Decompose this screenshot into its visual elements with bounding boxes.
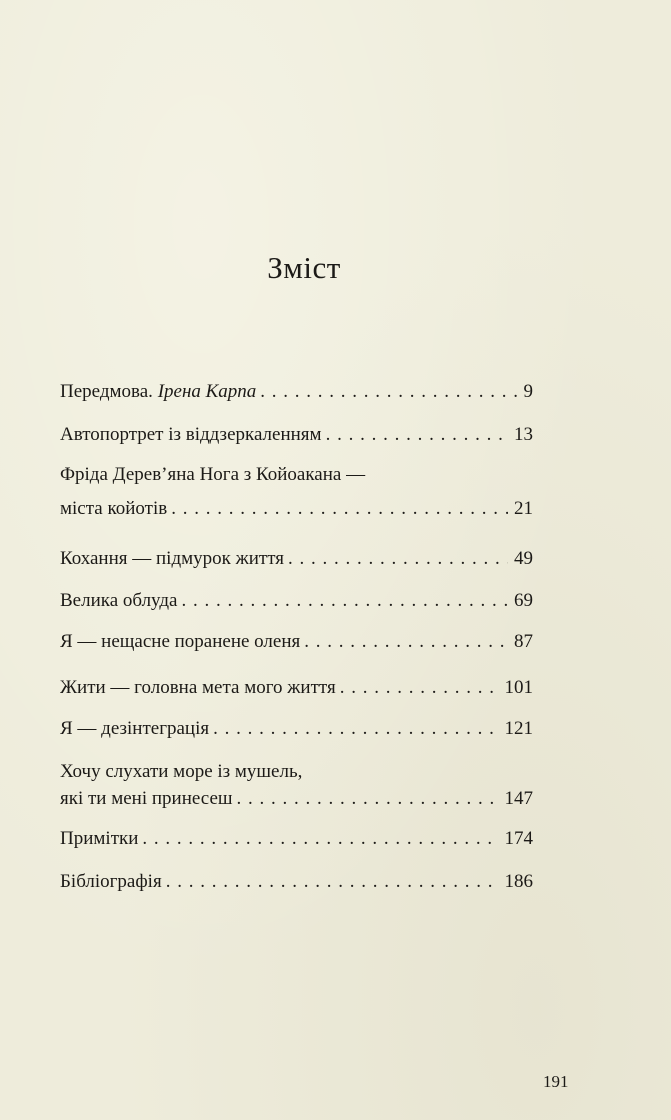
toc-entry [60, 463, 533, 521]
toc-entry-title-line1: Фріда Дерев’яна Нога з Койоакана — [60, 464, 366, 485]
toc-entry [60, 547, 533, 571]
toc-entry-page: 87 [514, 631, 533, 652]
dot-leader [340, 676, 499, 700]
toc-entry-page: 174 [504, 828, 533, 849]
page-title: Зміст [267, 250, 341, 285]
toc-entry [60, 870, 533, 894]
toc-entry-author: Ірена Карпа [157, 381, 257, 402]
toc-entry-title: які ти мені принесеш [60, 788, 233, 809]
dot-leader [181, 589, 508, 613]
dot-leader [288, 547, 508, 571]
toc-entry [60, 589, 533, 613]
dot-leader [326, 423, 508, 447]
toc-entry-title: Бібліографія [60, 871, 162, 892]
toc-entry [60, 717, 533, 741]
toc-entry-page: 9 [523, 381, 533, 402]
dot-leader [142, 827, 498, 851]
dot-leader [171, 497, 508, 521]
toc-entry-page: 13 [514, 424, 533, 445]
toc-entry-page: 186 [504, 871, 533, 892]
toc-entry-title: Жити — головна мета мого життя [60, 677, 336, 698]
toc-entry-title-line1: Хочу слухати море із мушель, [60, 761, 303, 782]
toc-entry [60, 380, 533, 404]
toc-entry [60, 827, 533, 851]
toc-entry-title: Кохання — підмурок життя [60, 548, 285, 569]
toc-entry-page: 101 [504, 677, 533, 698]
toc-entry-page: 147 [504, 788, 533, 809]
page-number: 191 [543, 1072, 569, 1091]
toc-entry-title: Примітки [60, 828, 139, 849]
toc-entry-page: 21 [514, 498, 533, 519]
toc-entry-title: Автопортрет із віддзеркаленням [60, 424, 322, 445]
toc-entry-title: міста койотів [60, 498, 168, 519]
toc-entry-title: Велика облуда [60, 590, 178, 611]
dot-leader [260, 380, 517, 404]
toc-entry-page: 69 [514, 590, 533, 611]
toc-entry-title: Я — дезінтеграція [60, 718, 210, 739]
dot-leader [237, 787, 499, 811]
toc-entry [60, 760, 533, 811]
dot-leader [304, 630, 508, 654]
toc-entry-page: 121 [504, 718, 533, 739]
toc-entry-page: 49 [514, 548, 533, 569]
dot-leader [213, 717, 498, 741]
toc-entry [60, 676, 533, 700]
toc-entry [60, 423, 533, 447]
toc-entry-title: Я — нещасне поранене оленя [60, 631, 301, 652]
dot-leader [166, 870, 499, 894]
toc-entry [60, 630, 533, 654]
toc-entry-title: Передмова. Ірена Карпа [60, 381, 257, 402]
